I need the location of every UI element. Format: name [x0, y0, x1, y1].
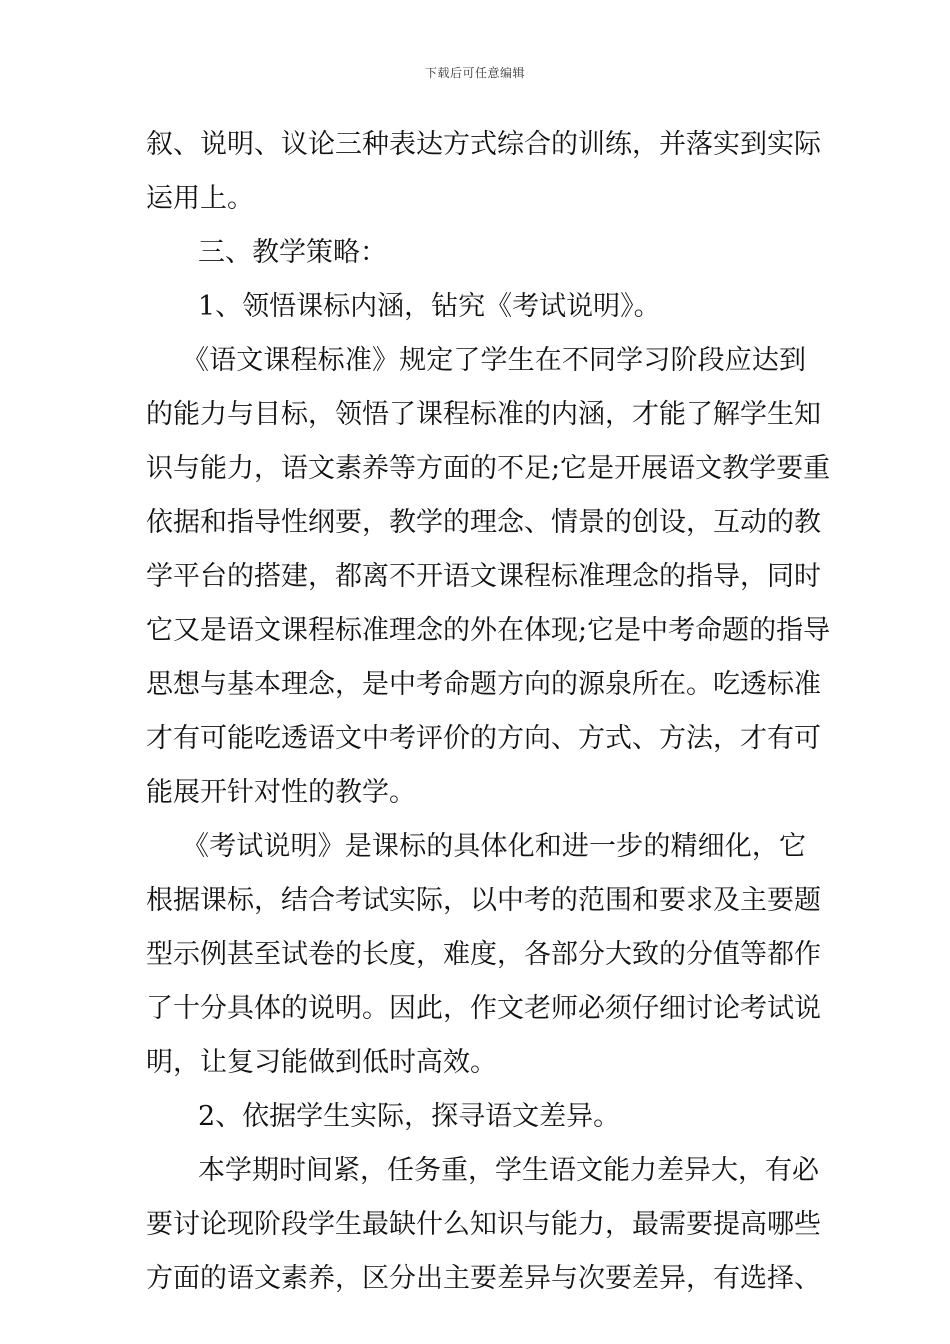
text-line: 识与能力，语文素养等方面的不足;它是开展语文教学要重	[146, 453, 831, 484]
text-line: 明，让复习能做到低时高效。	[146, 1047, 497, 1078]
text-line: 依据和指导性纲要，教学的理念、情景的创设，互动的教	[146, 507, 821, 538]
document-body	[146, 118, 831, 1306]
section-heading: 三、教学策略：	[198, 237, 387, 268]
subsection-heading: 1、领悟课标内涵，钻究《考试说明》。	[198, 291, 661, 322]
text-line: 的能力与目标，领悟了课程标准的内涵，才能了解学生知	[146, 399, 821, 430]
text-line: 才有可能吃透语文中考评价的方向、方式、方法，才有可	[146, 723, 821, 754]
subsection-heading: 2、依据学生实际，探寻语文差异。	[198, 1101, 621, 1132]
text-line: 《语文课程标准》规定了学生在不同学习阶段应达到	[182, 345, 806, 376]
text-line: 学平台的搭建，都离不开语文课程标准理念的指导，同时	[146, 561, 821, 592]
text-line: 《考试说明》是课标的具体化和进一步的精细化，它	[182, 831, 806, 862]
text-line: 叙、说明、议论三种表达方式综合的训练，并落实到实际	[146, 129, 821, 160]
text-line: 它又是语文课程标准理念的外在体现;它是中考命题的指导	[146, 615, 831, 646]
text-line: 运用上。	[146, 183, 254, 214]
text-line: 思想与基本理念，是中考命题方向的源泉所在。吃透标准	[146, 669, 821, 700]
text-line: 型示例甚至试卷的长度，难度，各部分大致的分值等都作	[146, 939, 821, 970]
text-line: 能展开针对性的教学。	[146, 777, 416, 808]
text-line: 了十分具体的说明。因此，作文老师必须仔细讨论考试说	[146, 993, 821, 1024]
text-line: 方面的语文素养，区分出主要差异与次要差异，有选择、	[146, 1263, 821, 1294]
text-line: 根据课标，结合考试实际，以中考的范围和要求及主要题	[146, 885, 821, 916]
text-line: 要讨论现阶段学生最缺什么知识与能力，最需要提高哪些	[146, 1209, 821, 1240]
page-header-note: 下载后可任意编辑	[424, 66, 525, 80]
text-line: 本学期时间紧，任务重，学生语文能力差异大，有必	[198, 1155, 819, 1186]
